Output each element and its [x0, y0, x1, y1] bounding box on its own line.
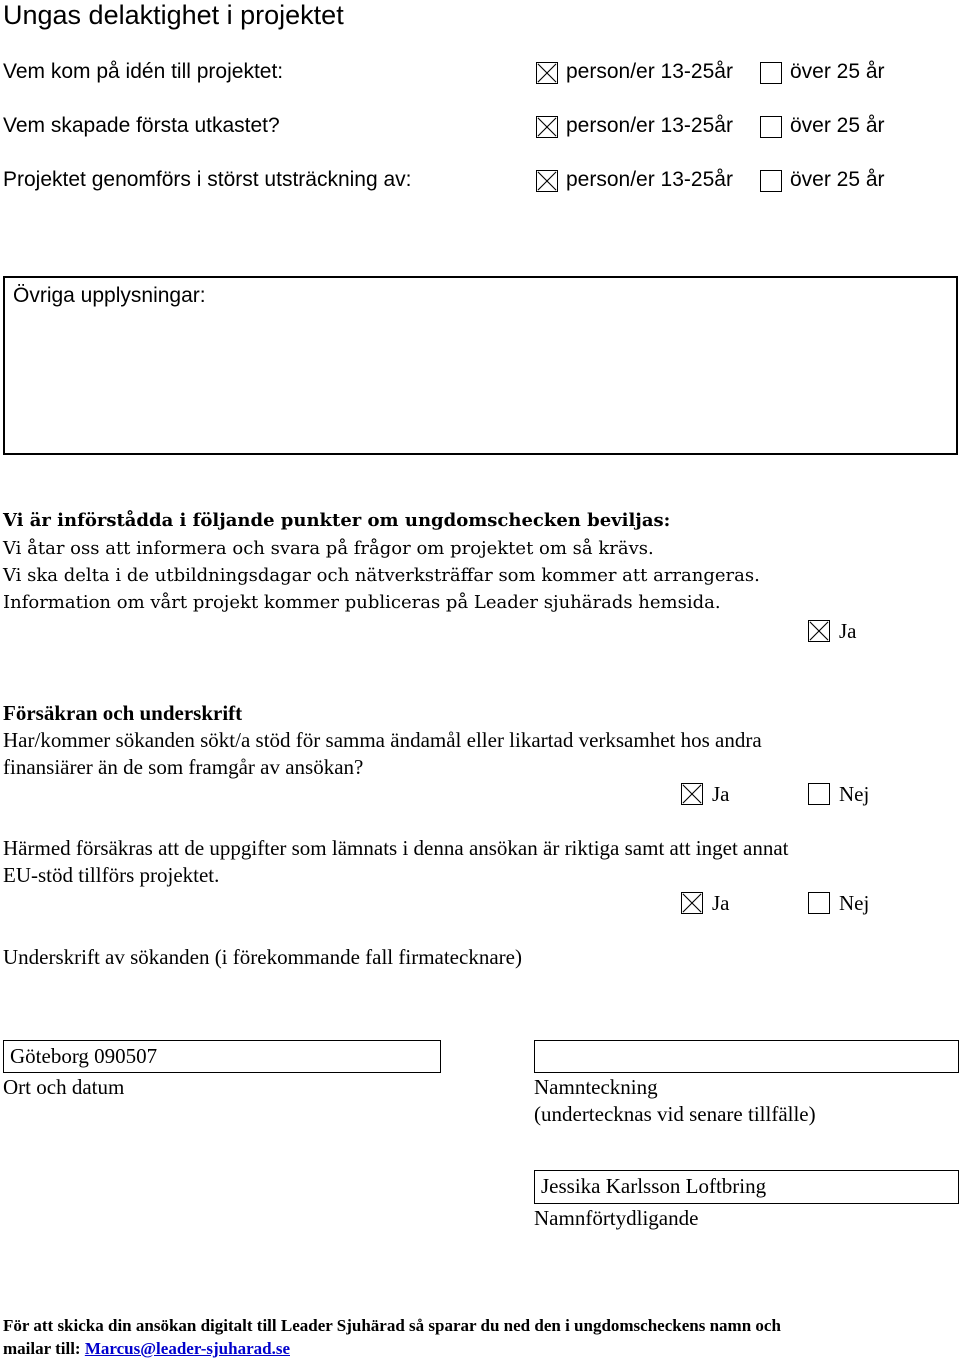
checkbox-x-icon	[809, 893, 829, 913]
checkbox-q2-yes[interactable]	[681, 892, 703, 914]
yes-label: Ja	[712, 891, 730, 915]
assurance-question: Har/kommer sökanden sökt/a stöd för samma ändamål eller likartad verksamhet hos andra	[3, 728, 762, 752]
signature-field[interactable]	[534, 1040, 959, 1073]
checkbox-youth[interactable]	[536, 116, 558, 138]
checkbox-q1-yes[interactable]	[681, 783, 703, 805]
checkbox-x-icon	[537, 117, 557, 137]
option-label: över 25 år	[790, 60, 885, 83]
checkbox-x-icon	[809, 784, 829, 804]
checkbox-x-icon	[537, 63, 557, 83]
assurance-statement: Härmed försäkras att de uppgifter som lämnats i denna ansökan är riktiga samt att inget annat	[3, 836, 789, 860]
place-date-field[interactable]: Göteborg 090507	[3, 1040, 441, 1073]
footer-mail-prefix: mailar till:	[3, 1339, 85, 1358]
notes-label: Övriga upplysningar:	[13, 284, 206, 307]
checkbox-q2-no[interactable]	[808, 892, 830, 914]
checkbox-x-icon	[537, 171, 557, 191]
signature-note: (undertecknas vid senare tillfälle)	[534, 1102, 816, 1126]
question-label: Vem kom på idén till projektet:	[3, 60, 284, 83]
place-date-label: Ort och datum	[3, 1075, 125, 1099]
question-label: Projektet genomförs i störst utsträckning av:	[3, 168, 412, 191]
option-label: person/er 13-25år	[566, 168, 733, 191]
name-clarification-field[interactable]: Jessika Karlsson Loftbring	[534, 1170, 959, 1204]
agreement-line: Information om vårt projekt kommer publiceras på Leader sjuhärads hemsida.	[3, 592, 721, 613]
no-label: Nej	[839, 782, 870, 806]
checkbox-youth[interactable]	[536, 170, 558, 192]
assurance-statement: EU-stöd tillförs projektet.	[3, 863, 220, 887]
checkbox-q1-no[interactable]	[808, 783, 830, 805]
question-label: Vem skapade första utkastet?	[3, 114, 280, 137]
option-label: person/er 13-25år	[566, 60, 733, 83]
email-link[interactable]: Marcus@leader-sjuharad.se	[84, 1339, 290, 1358]
footer-instructions: För att skicka din ansökan digitalt till Leader Sjuhärad så sparar du ned den i ungdomscheckens namn och	[3, 1316, 781, 1335]
checkbox-x-icon	[761, 63, 781, 83]
checkbox-x-icon	[682, 893, 702, 913]
checkbox-over25[interactable]	[760, 62, 782, 84]
yes-label: Ja	[712, 782, 730, 806]
no-label: Nej	[839, 891, 870, 915]
agreement-line: Vi ska delta i de utbildningsdagar och nätverksträffar som kommer att arrangeras.	[3, 565, 760, 586]
page-title: Ungas delaktighet i projektet	[3, 0, 344, 30]
checkbox-agree-yes[interactable]	[808, 620, 830, 642]
agreement-line: Vi åtar oss att informera och svara på frågor om projektet om så krävs.	[3, 538, 654, 559]
option-label: person/er 13-25år	[566, 114, 733, 137]
checkbox-x-icon	[761, 117, 781, 137]
checkbox-x-icon	[761, 171, 781, 191]
footer-mail-line	[3, 1339, 290, 1359]
checkbox-over25[interactable]	[760, 170, 782, 192]
checkbox-x-icon	[682, 784, 702, 804]
yes-label: Ja	[839, 619, 857, 643]
name-clarification-label: Namnförtydligande	[534, 1206, 699, 1230]
notes-textarea[interactable]	[3, 276, 958, 455]
signature-label: Namnteckning	[534, 1075, 658, 1099]
signature-heading: Underskrift av sökanden (i förekommande fall firmatecknare)	[3, 945, 522, 969]
checkbox-x-icon	[809, 621, 829, 641]
option-label: över 25 år	[790, 114, 885, 137]
checkbox-youth[interactable]	[536, 62, 558, 84]
assurance-heading: Försäkran och underskrift	[3, 701, 243, 725]
checkbox-over25[interactable]	[760, 116, 782, 138]
option-label: över 25 år	[790, 168, 885, 191]
assurance-question: finansiärer än de som framgår av ansökan?	[3, 755, 364, 779]
agreement-heading: Vi är införstådda i följande punkter om ungdomschecken beviljas:	[3, 510, 671, 531]
